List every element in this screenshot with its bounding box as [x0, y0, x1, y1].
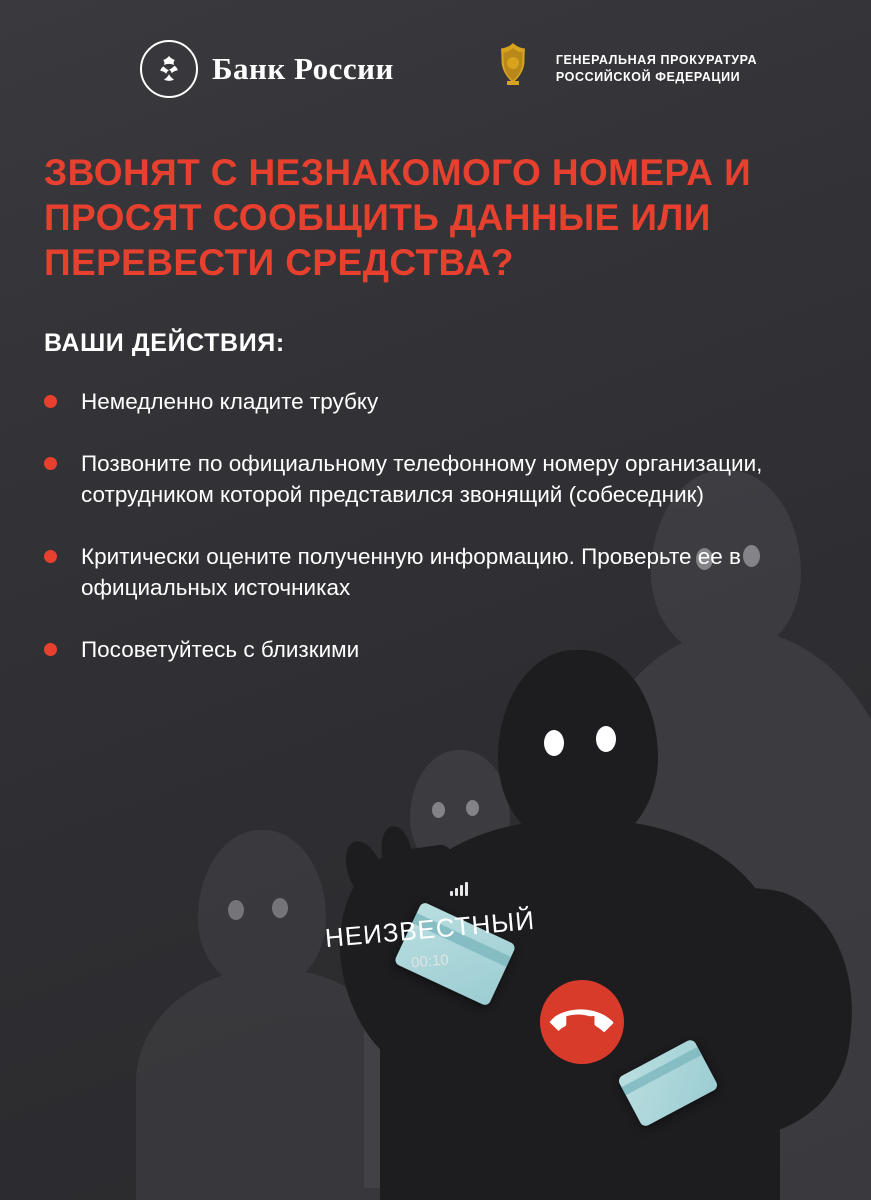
action-text: Посоветуйтесь с близкими — [81, 636, 360, 662]
prosecutor-name — [556, 52, 757, 86]
figure-eye-left — [228, 900, 244, 920]
list-item — [44, 448, 804, 511]
bullet-dot-icon — [44, 395, 57, 408]
bank-of-russia-logo — [140, 40, 394, 98]
figure-eye-right — [272, 898, 288, 918]
caller-name: НЕИЗВЕСТНЫЙ — [323, 904, 537, 954]
prosecutor-name-line2: РОССИЙСКОЙ ФЕДЕРАЦИИ — [555, 70, 741, 84]
cbr-emblem-icon — [140, 40, 198, 98]
signal-bars-icon — [358, 880, 560, 896]
bullet-dot-icon — [44, 550, 57, 563]
action-text: Позвоните по официальному телефонному номеру организации, сотрудником которой представился звонящий (собеседник) — [81, 450, 763, 508]
list-item — [44, 634, 804, 666]
actions-subheading: ВАШИ ДЕЙСТВИЯ: — [44, 329, 285, 358]
bullet-dot-icon — [44, 643, 57, 656]
scammer-eye-left — [544, 730, 564, 756]
list-item — [44, 541, 804, 604]
hangup-phone-icon[interactable] — [540, 980, 624, 1064]
prosecutor-emblem-icon — [484, 38, 542, 100]
action-text: Немедленно кладите трубку — [81, 389, 379, 415]
bank-of-russia-name: Банк России — [212, 51, 394, 86]
prosecutor-name-line1: ГЕНЕРАЛЬНАЯ ПРОКУРАТУРА — [555, 53, 758, 68]
scammer-eye-right — [596, 726, 616, 752]
scammer-head — [498, 650, 658, 845]
bullet-dot-icon — [44, 457, 57, 470]
list-item — [44, 386, 804, 418]
incoming-call-screen — [300, 880, 560, 970]
actions-list — [44, 386, 804, 665]
prosecutor-general-logo — [484, 38, 757, 100]
poster-headline: ЗВОНЯТ С НЕЗНАКОМОГО НОМЕРА И ПРОСЯТ СООБЩИТЬ ДАННЫЕ ИЛИ ПЕРЕВЕСТИ СРЕДСТВА? — [44, 152, 752, 284]
logo-row — [44, 0, 827, 100]
action-text: Критически оцените полученную информацию. Проверьте ее в официальных источниках — [81, 543, 742, 601]
call-timer: 00:10 — [410, 951, 450, 972]
